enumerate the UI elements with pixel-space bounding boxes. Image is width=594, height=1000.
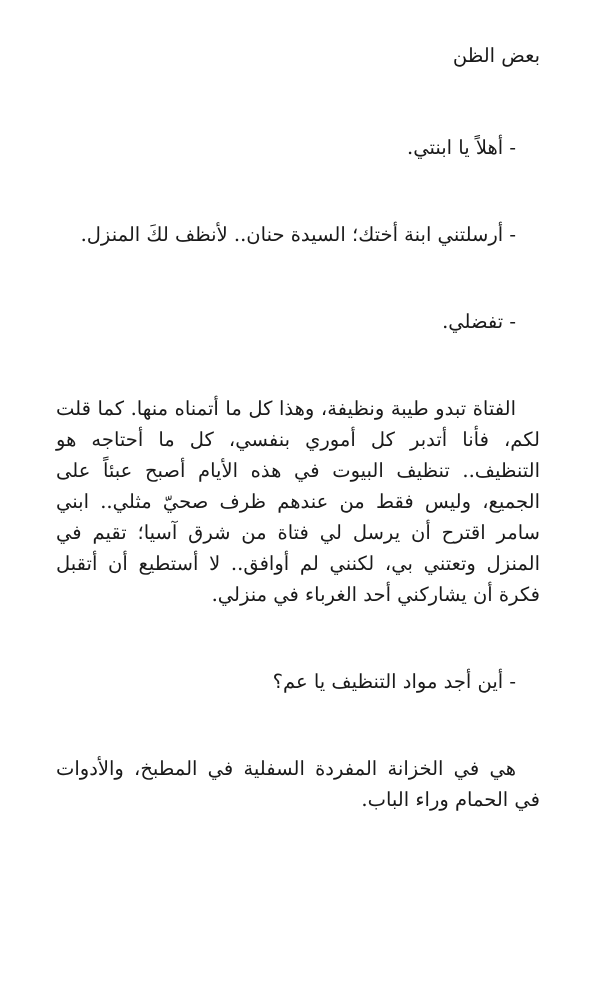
- narration-paragraph: الفتاة تبدو طيبة ونظيفة، وهذا كل ما أتمناه منها. كما قلت لكم، فأنا أتدبر كل أموري بنفسي، كل ما أحتاجه هو التنظيف.. تنظيف البيوت في هذه الأيام أصبح عبئاً على الجميع، وليس فقط من عندهم ظرف صحيّ مثلي.. ابني سامر اقترح أن يرسل لي فتاة من شرق آسيا؛ تقيم في المنزل وتعتني بي، لكنني لم أوافق.. لا أستطيع أن أتقبل فكرة أن يشاركني أحد الغرباء في منزلي.: [56, 397, 540, 606]
- dialogue-sent-by-niece: - أرسلتني ابنة أختك؛ السيدة حنان.. لأنظف لكَ المنزل.: [80, 223, 516, 246]
- document-title: بعض الظن: [452, 44, 540, 67]
- dialogue-cleaning-question: - أين أجد مواد التنظيف يا عم؟: [272, 670, 516, 693]
- narration-answer: هي في الخزانة المفردة السفلية في المطبخ، والأدوات في الحمام وراء الباب.: [56, 757, 540, 811]
- dialogue-welcome: - تفضلي.: [442, 310, 516, 333]
- dialogue-greeting: - أهلاً يا ابنتي.: [407, 136, 516, 159]
